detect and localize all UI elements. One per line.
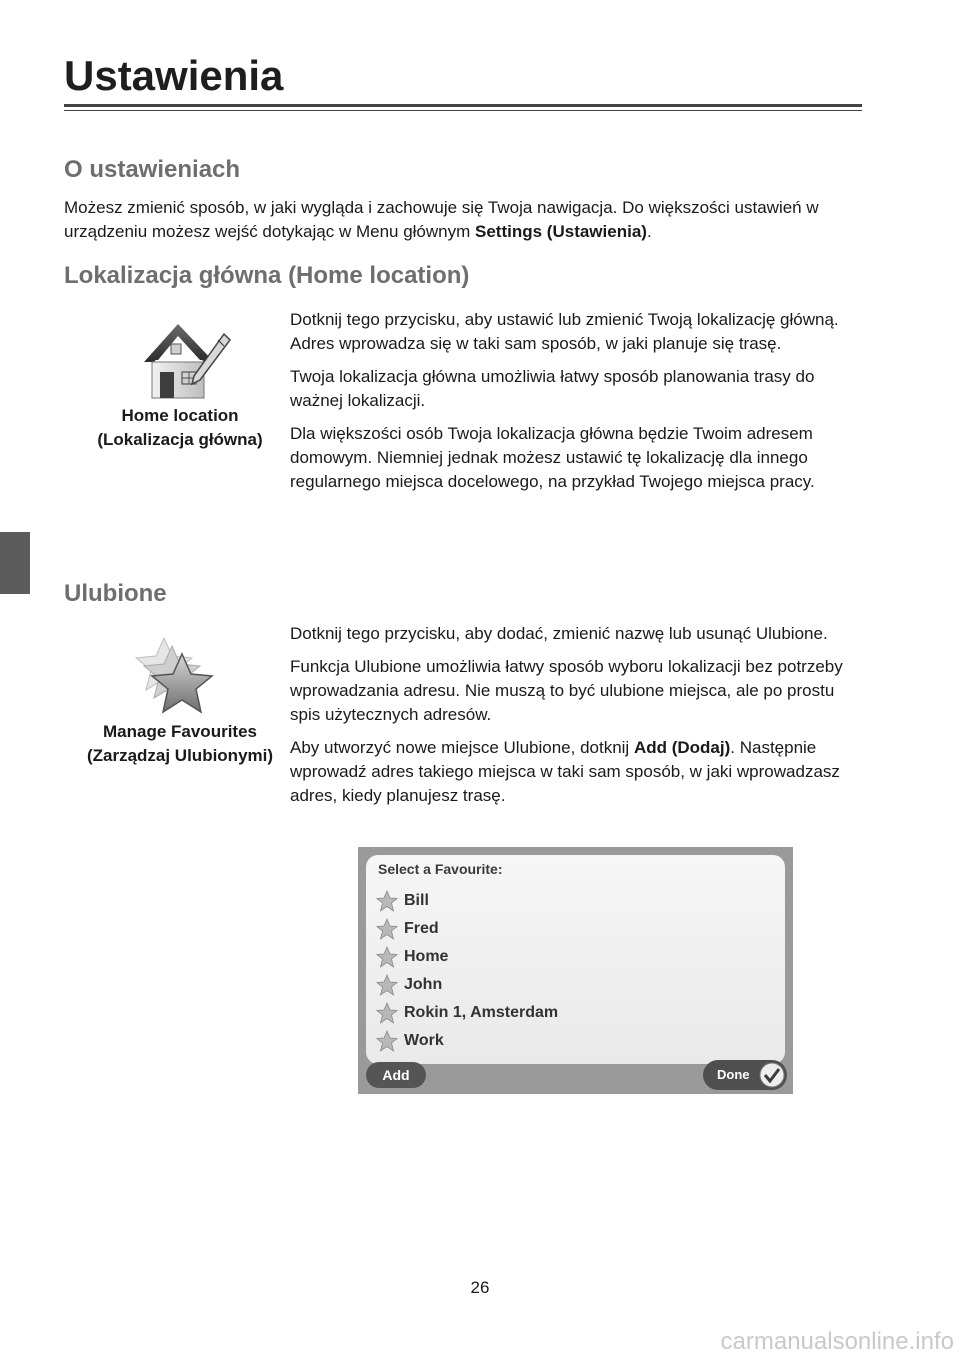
home-location-caption: Home location (Lokalizacja główna) (97, 406, 263, 449)
favourites-paragraph: Funkcja Ulubione umożliwia łatwy sposób wyboru lokalizacji bez potrzeby wprowadzania adresu. Nie muszą to być ulubione miejsca, ale po prostu spis użytecznych adresów. (290, 657, 843, 724)
section-favourites-text (290, 622, 865, 817)
favourites-paragraph: Dotknij tego przycisku, aby dodać, zmienić nazwę lub usunąć Ulubione. (290, 624, 828, 643)
home-paragraph: Dotknij tego przycisku, aby ustawić lub zmienić Twoją lokalizację główną. Adres wprowadza się w taki sam sposób, w jaki planuje się trasę. (290, 310, 839, 353)
screen-title: Select a Favourite: (378, 861, 503, 877)
star-icon (376, 974, 398, 996)
section-home-text (290, 308, 865, 503)
section-home-heading: Lokalizacja główna (Home location) (64, 262, 470, 289)
home-paragraph: Dla większości osób Twoja lokalizacja główna będzie Twoim adresem domowym. Niemniej jednak możesz ustawić tę lokalizację dla innego regularnego miejsca docelowego, na przykład Twojego miejsca pracy. (290, 424, 815, 491)
add-button[interactable]: Add (366, 1062, 426, 1088)
star-icon (376, 918, 398, 940)
title-rule-thick (64, 104, 862, 107)
page-title: Ustawienia (64, 52, 284, 99)
title-rule-thin (64, 110, 862, 111)
list-item[interactable]: Home (376, 943, 448, 971)
home-paragraph: Twoja lokalizacja główna umożliwia łatwy sposób planowania trasy do ważnej lokalizacji. (290, 367, 815, 410)
section-settings-heading: O ustawieniach (64, 156, 241, 183)
check-icon (759, 1062, 785, 1088)
star-icon (376, 1030, 398, 1052)
list-item[interactable]: Work (376, 1027, 444, 1055)
list-item[interactable]: Rokin 1, Amsterdam (376, 999, 558, 1027)
select-favourite-screenshot (358, 847, 793, 1094)
list-item[interactable]: Bill (376, 887, 429, 915)
star-icon (376, 946, 398, 968)
chapter-tab (0, 532, 30, 594)
watermark: carmanualsonline.info (720, 1328, 954, 1355)
list-item[interactable]: Fred (376, 915, 439, 943)
section-settings-text: Możesz zmienić sposób, w jaki wygląda i zachowuje się Twoja nawigacja. Do większości ustawień w urządzeniu możesz wejść dotykając w Menu głównym Settings (Ustawienia). (64, 198, 819, 241)
star-icon (376, 890, 398, 912)
favourites-paragraph: Aby utworzyć nowe miejsce Ulubione, dotknij Add (Dodaj). Następnie wprowadź adres takiego miejsca w taki sam sposób, w jaki wprowadzasz adres, kiedy planujesz trasę. (290, 738, 840, 805)
stacked-stars-icon[interactable] (130, 636, 220, 718)
manage-favourites-caption: Manage Favourites (Zarządzaj Ulubionymi) (86, 722, 274, 765)
list-item[interactable]: John (376, 971, 442, 999)
page-number: 26 (470, 1278, 490, 1297)
star-icon (376, 1002, 398, 1024)
done-button[interactable]: Done (703, 1060, 787, 1090)
favourite-list-panel (366, 855, 785, 1064)
house-pencil-icon[interactable] (138, 320, 234, 400)
section-favourites-heading: Ulubione (64, 580, 167, 607)
